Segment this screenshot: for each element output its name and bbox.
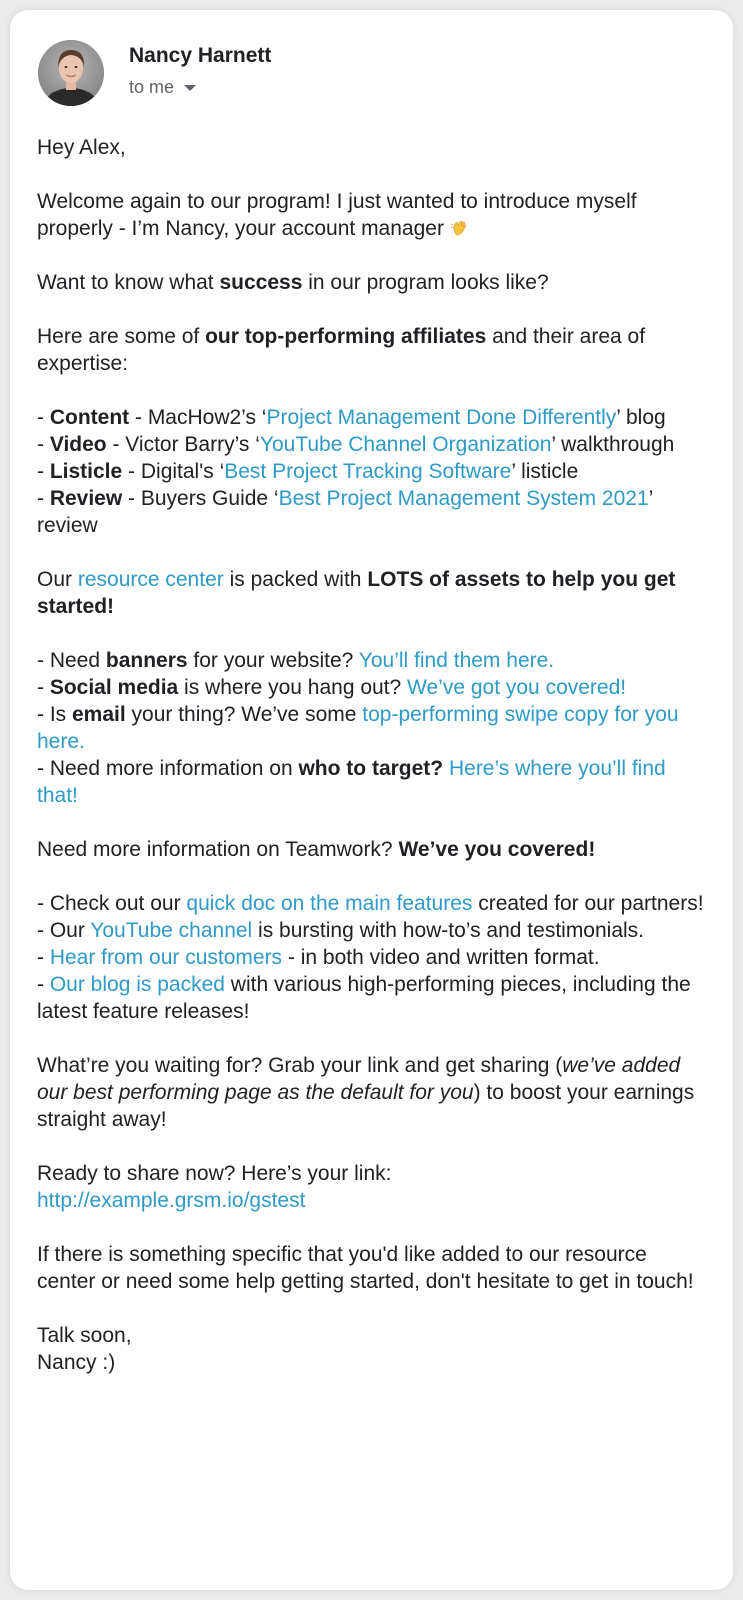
list-item — [37, 946, 600, 969]
affiliate-link[interactable]: YouTube Channel Organization — [259, 433, 552, 456]
affiliate-type: Listicle — [49, 460, 123, 483]
list-item — [37, 649, 554, 672]
teamwork-pre: Need more information on Teamwork? — [37, 838, 399, 861]
teamwork-paragraph — [37, 836, 707, 863]
affiliate-source: - Victor Barry’s ‘ — [106, 433, 260, 456]
asset-link[interactable]: We’ve got you covered! — [407, 676, 627, 699]
resource-bold: LOTS of assets to help you get started! — [37, 568, 676, 618]
signature: Nancy :) — [37, 1351, 116, 1374]
list-dash: - — [37, 406, 50, 429]
list-item — [37, 406, 666, 429]
asset-mid: your thing? We’ve some — [125, 703, 363, 726]
list-item — [37, 757, 666, 807]
assets-list — [37, 647, 707, 809]
affiliates-intro-pre: Here are some of — [37, 325, 206, 348]
affiliate-format: ’ walkthrough — [551, 433, 675, 456]
affiliate-type: Content — [49, 406, 130, 429]
affiliate-format: ’ listicle — [511, 460, 579, 483]
success-post: in our program looks like? — [302, 271, 549, 294]
avatar[interactable] — [38, 40, 104, 106]
affiliate-source: - Buyers Guide ‘ — [122, 487, 279, 510]
resource-paragraph — [37, 566, 707, 620]
teamwork-item-link[interactable]: Our blog is packed — [49, 973, 225, 996]
list-dash: - — [37, 487, 50, 510]
resource-center-link[interactable]: resource center — [77, 568, 224, 591]
asset-link[interactable]: top-performing swipe copy for you here. — [37, 703, 679, 753]
chevron-down-icon[interactable] — [184, 85, 196, 91]
affiliate-format: ’ review — [37, 487, 653, 537]
success-pre: Want to know what — [37, 271, 220, 294]
affiliates-intro-bold: our top-performing affiliates — [205, 325, 487, 348]
waiting-post: ) to boost your earnings straight away! — [37, 1081, 695, 1131]
teamwork-item-post: - in both video and written format. — [282, 946, 600, 969]
affiliate-link[interactable]: Best Project Management System 2021 — [278, 487, 649, 510]
teamwork-bold: We’ve you covered! — [398, 838, 596, 861]
share-text: Ready to share now? Here’s your link: — [37, 1162, 392, 1185]
asset-bold: email — [72, 703, 126, 726]
teamwork-item-pre: - — [37, 946, 50, 969]
teamwork-item-pre: - — [37, 973, 50, 996]
list-item — [37, 433, 674, 456]
asset-pre: - Is — [37, 703, 72, 726]
email-card — [10, 10, 733, 1590]
waiting-paragraph — [37, 1052, 707, 1133]
asset-bold: Social media — [49, 676, 179, 699]
asset-link[interactable]: You’ll find them here. — [358, 649, 555, 672]
affiliate-source: - MacHow2’s ‘ — [129, 406, 267, 429]
list-item — [37, 487, 653, 537]
asset-mid: is where you hang out? — [178, 676, 408, 699]
affiliates-intro-post: and their area of expertise: — [37, 325, 646, 375]
email-body — [37, 134, 707, 1376]
teamwork-item-link[interactable]: quick doc on the main features — [186, 892, 473, 915]
teamwork-item-post: created for our partners! — [472, 892, 704, 915]
success-paragraph — [37, 269, 707, 296]
intro-paragraph — [37, 188, 707, 242]
teamwork-list — [37, 890, 707, 1025]
affiliate-link[interactable]: Project Management Done Differently — [266, 406, 617, 429]
list-dash: - — [37, 433, 50, 456]
sender-name: Nancy Harnett — [129, 43, 272, 67]
teamwork-item-post: with various high-performing pieces, including the latest feature releases! — [37, 973, 691, 1023]
asset-mid: for your website? — [187, 649, 359, 672]
teamwork-item-pre: - Check out our — [37, 892, 187, 915]
sender-block — [129, 42, 271, 99]
recipient-dropdown[interactable] — [129, 75, 271, 99]
asset-bold: banners — [105, 649, 188, 672]
asset-link[interactable]: Here’s where you’ll find that! — [37, 757, 666, 807]
affiliate-link[interactable]: Best Project Tracking Software — [224, 460, 512, 483]
affiliate-format: ’ blog — [616, 406, 666, 429]
affiliate-share-link[interactable]: http://example.grsm.io/gstest — [37, 1189, 306, 1212]
signoff: Talk soon, — [37, 1324, 132, 1347]
intro-text: Welcome again to our program! I just wanted to introduce myself properly - I’m Nancy, your account manager — [37, 190, 637, 240]
list-dash: - — [37, 460, 50, 483]
resource-mid: is packed with — [223, 568, 368, 591]
list-item — [37, 892, 704, 915]
asset-bold: who to target? — [298, 757, 444, 780]
teamwork-item-link[interactable]: YouTube channel — [90, 919, 253, 942]
teamwork-item-pre: - Our — [37, 919, 91, 942]
list-item — [37, 703, 679, 753]
list-item — [37, 973, 691, 1023]
success-bold: success — [219, 271, 303, 294]
affiliates-list — [37, 404, 707, 539]
signoff-block — [37, 1322, 707, 1376]
affiliate-type: Video — [49, 433, 107, 456]
affiliates-intro — [37, 323, 707, 377]
asset-pre: - Need more information on — [37, 757, 299, 780]
greeting: Hey Alex, — [37, 136, 126, 159]
teamwork-item-link[interactable]: Hear from our customers — [49, 946, 283, 969]
share-paragraph — [37, 1160, 707, 1214]
help-paragraph: If there is something specific that you'd like added to our resource center or need some help getting started, don't hesitate to get in touch! — [37, 1243, 694, 1293]
recipient-label: to me — [129, 76, 175, 97]
affiliate-type: Review — [49, 487, 123, 510]
teamwork-item-post: is bursting with how-to’s and testimonials. — [252, 919, 645, 942]
list-item — [37, 919, 644, 942]
waiting-pre: What’re you waiting for? Grab your link and get sharing ( — [37, 1054, 563, 1077]
asset-pre: - Need — [37, 649, 106, 672]
list-item — [37, 676, 626, 699]
list-item — [37, 460, 578, 483]
asset-pre: - — [37, 676, 50, 699]
resource-pre: Our — [37, 568, 78, 591]
waving-hand-icon — [450, 217, 468, 235]
email-header — [38, 40, 271, 106]
affiliate-source: - Digital's ‘ — [122, 460, 225, 483]
waiting-italic: we’ve added our best performing page as the default for you — [37, 1054, 681, 1104]
